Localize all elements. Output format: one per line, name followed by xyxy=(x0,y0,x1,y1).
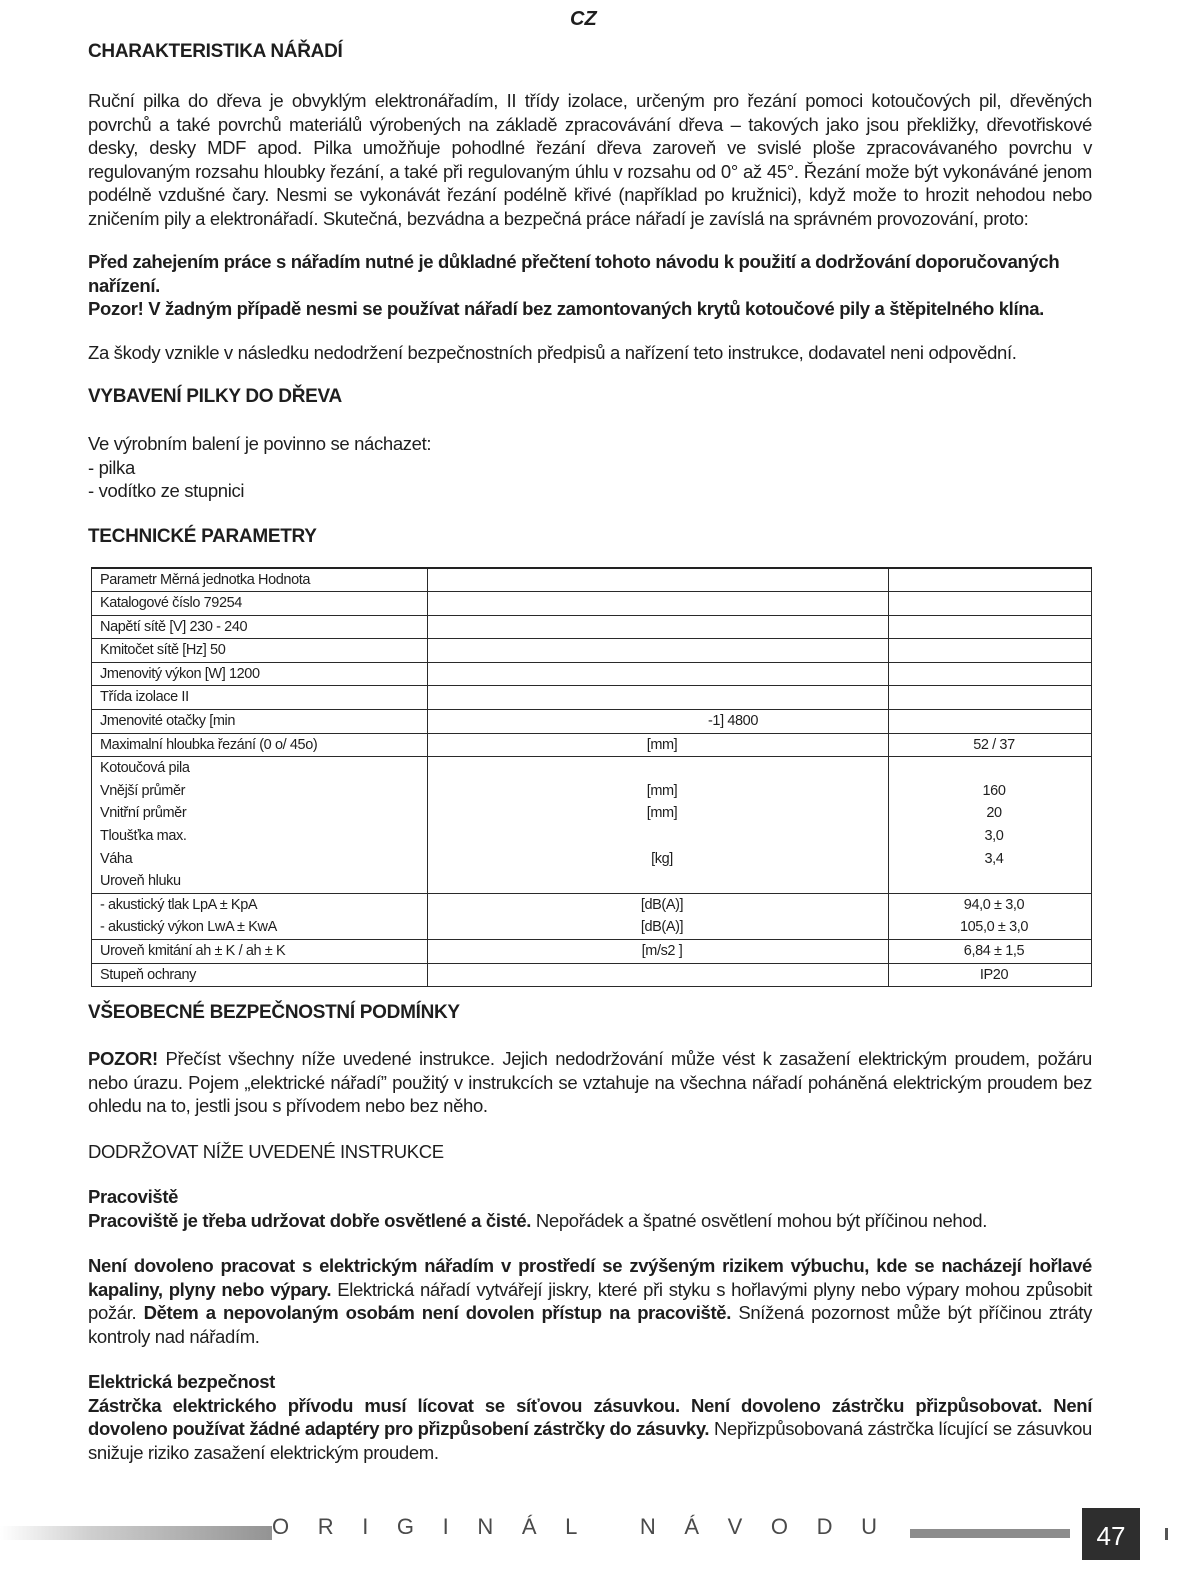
table-cell: 20 xyxy=(889,802,1092,825)
table-cell xyxy=(889,662,1092,686)
table-row xyxy=(92,733,1092,757)
table-cell: [mm] xyxy=(428,802,889,825)
safety-paragraph xyxy=(88,1047,1092,1118)
warning-read-manual: Před zahejením práce s nářadím nutné je důkladné přečtení tohoto návodu k použití a dodržování doporučovaných nařízení. xyxy=(88,251,1060,296)
table-cell xyxy=(428,757,889,780)
workplace-text-2: Elektrická nářadí vytvářejí jiskry, které při styku s hořlavými plyny nebo výpary mohou způsobit požár. xyxy=(88,1278,1092,1324)
workplace-text-1: Nepořádek a špatné osvětlení mohou být příčinou nehod. xyxy=(531,1209,988,1231)
table-cell xyxy=(428,963,889,987)
table-cell: Kmitočet sítě [Hz] 50 xyxy=(92,639,428,663)
footer-tick xyxy=(1165,1528,1168,1540)
section-title-characteristics: CHARAKTERISTIKA NÁŘADÍ xyxy=(88,41,343,62)
table-cell: [dB(A)] xyxy=(428,916,889,939)
table-cell: Katalogové číslo 79254 xyxy=(92,592,428,616)
table-row xyxy=(92,916,1092,939)
table-cell: Maximalní hloubka řezání (0 o/ 45o) xyxy=(92,733,428,757)
table-cell: 3,0 xyxy=(889,825,1092,848)
table-cell xyxy=(428,686,889,710)
table-cell: - akustický výkon LwA ± KwA xyxy=(92,916,428,939)
table-row xyxy=(92,639,1092,663)
table-cell xyxy=(428,870,889,893)
table-cell xyxy=(889,592,1092,616)
pozor-label: POZOR! xyxy=(88,1048,158,1070)
table-cell: [dB(A)] xyxy=(428,893,889,916)
table-row xyxy=(92,940,1092,964)
table-row xyxy=(92,893,1092,916)
table-row xyxy=(92,710,1092,734)
table-cell: -1] 4800 xyxy=(428,710,889,734)
characteristics-paragraph: Ruční pilka do dřeva je obvyklým elektronářadím, II třídy izolace, určeným pro řezání pomoci kotoučových pil, dřevěných povrchů a také povrchů materiálů výrobených na základě zpracovávání dřeva – takových jako jsou překližky, dřevotřiskové desky, desky MDF apod. Pilka umožňuje pohodlné řezání dřeva zaroveň ve svislé ploše zpracovávaného povrchu v regulovaným rozsahu hloubky řezání, a také při regulovaným úhlu v rozsahu od 0° až 45°. Řezání može být vykonáváné jenom podélně vzdušné čary. Nesmi se vykonávát řezání podélně křivé (například po kružnici), když može to hrozit nehodou nebo zničením pily a elektronářadí. Skutečná, bezvádna a bezpečná práce nářadí je zavíslá na správném provozování, proto: xyxy=(88,90,1092,229)
table-row xyxy=(92,963,1092,987)
table-cell: Uroveň hluku xyxy=(92,870,428,893)
equipment-intro: Ve výrobním balení je povinno se náchazet: xyxy=(88,433,432,454)
table-cell: [mm] xyxy=(428,780,889,803)
workplace-bold-1: Pracoviště je třeba udržovat dobře osvětlené a čisté. xyxy=(88,1209,532,1231)
table-cell xyxy=(889,568,1092,592)
table-row xyxy=(92,662,1092,686)
table-cell xyxy=(428,639,889,663)
table-row xyxy=(92,780,1092,803)
table-cell: Stupeň ochrany xyxy=(92,963,428,987)
table-cell: Jmenovitý výkon [W] 1200 xyxy=(92,662,428,686)
electrical-bold: Zástrčka elektrického přívodu musí lícovat se síťovou zásuvkou. Není dovoleno zástrčku přizpůsobovat. Není dovoleno používat žádné adaptéry pro přizpůsobení zástrčky do zásuvky. xyxy=(88,1394,1092,1440)
table-row xyxy=(92,848,1092,871)
table-row xyxy=(92,568,1092,592)
table-cell: [m/s2 ] xyxy=(428,940,889,964)
table-row xyxy=(92,870,1092,893)
electrical-title: Elektrická bezpečnost xyxy=(88,1371,275,1393)
table-cell: Parametr Měrná jednotka Hodnota xyxy=(92,568,428,592)
equipment-list xyxy=(88,456,1092,503)
workplace-bold-2: Není dovoleno pracovat s elektrickým nářadím v prostředí se zvýšeným rizikem výbuchu, kde se nacházejí hořlavé kapaliny, plyny nebo výpary. xyxy=(88,1255,1092,1300)
table-row xyxy=(92,592,1092,616)
table-cell: Kotoučová pila xyxy=(92,757,428,780)
table-cell: 105,0 ± 3,0 xyxy=(889,916,1092,939)
table-cell xyxy=(428,592,889,616)
table-cell: Vnější průměr xyxy=(92,780,428,803)
table-cell: Váha xyxy=(92,848,428,871)
table-cell: Tloušťka max. xyxy=(92,825,428,848)
table-row xyxy=(92,757,1092,780)
table-row xyxy=(92,615,1092,639)
table-cell xyxy=(889,686,1092,710)
table-cell: 6,84 ± 1,5 xyxy=(889,940,1092,964)
table-cell: Vnitřní průměr xyxy=(92,802,428,825)
warning-guards: Pozor! V žadným případě nesmi se používat nářadí bez zamontovaných krytů kotoučové pily a štěpitelného klína. xyxy=(88,298,1044,319)
table-cell: 94,0 ± 3,0 xyxy=(889,893,1092,916)
page-content xyxy=(88,40,1092,1464)
table-cell xyxy=(428,615,889,639)
safety-text: Přečíst všechny níže uvedené instrukce. Jejich nedodržování může vést k zasažení elektrickým proudem, požáru nebo úrazu. Pojem „elektrické nářadí” použitý v instrukcích se vztahuje na všechna nářadí poháněná elektrickým proudem bez ohledu na to, jestli jsou s přívodem nebo bez něho. xyxy=(88,1048,1092,1117)
workplace-paragraph-1 xyxy=(88,1209,1092,1233)
table-cell xyxy=(889,639,1092,663)
workplace-bold-3: Dětem a nepovolaným osobám není dovolen přístup na pracoviště. xyxy=(143,1302,732,1324)
table-cell xyxy=(889,710,1092,734)
table-cell xyxy=(428,568,889,592)
section-title-equipment: VYBAVENÍ PILKY DO DŘEVA xyxy=(88,386,342,407)
table-cell xyxy=(428,825,889,848)
liability-paragraph: Za škody vznikle v následku nedodržení bezpečnostních předpisů a nařízení teto instrukce, dodavatel neni odpovědní. xyxy=(88,341,1017,363)
electrical-paragraph xyxy=(88,1394,1092,1465)
table-row xyxy=(92,686,1092,710)
language-code: CZ xyxy=(570,8,597,30)
technical-parameters-table xyxy=(91,567,1092,988)
table-cell: 52 / 37 xyxy=(889,733,1092,757)
table-cell xyxy=(428,662,889,686)
table-row xyxy=(92,802,1092,825)
table-cell xyxy=(889,870,1092,893)
workplace-text-3: Snížená pozornost může být příčinou ztráty kontroly nad nářadím. xyxy=(88,1302,1092,1347)
footer-gradient xyxy=(0,1526,300,1540)
electrical-text: Nepřizpůsobovaná zástrčka lícující se zásuvkou snižuje riziko zasažení elektrickým proudem. xyxy=(88,1418,1092,1463)
table-cell: [kg] xyxy=(428,848,889,871)
table-cell: Uroveň kmitání ah ± K / ah ± K xyxy=(92,940,428,964)
table-cell: [mm] xyxy=(428,733,889,757)
table-cell: Jmenovité otačky [min xyxy=(92,710,428,734)
table-row xyxy=(92,825,1092,848)
table-cell: Třída izolace II xyxy=(92,686,428,710)
table-cell: IP20 xyxy=(889,963,1092,987)
table-cell xyxy=(889,615,1092,639)
section-title-safety: VŠEOBECNÉ BEZPEČNOSTNÍ PODMÍNKY xyxy=(88,1002,460,1024)
footer-title: ORIGINÁL NÁVODU xyxy=(272,1514,910,1540)
page-number: 47 xyxy=(1082,1508,1140,1560)
list-item: - pilka xyxy=(88,456,135,478)
workplace-title: Pracoviště xyxy=(88,1186,179,1208)
table-cell: 3,4 xyxy=(889,848,1092,871)
section-title-technical: TECHNICKÉ PARAMETRY xyxy=(88,525,317,547)
workplace-paragraph-2 xyxy=(88,1254,1092,1348)
table-cell: Napětí sítě [V] 230 - 240 xyxy=(92,615,428,639)
table-cell: - akustický tlak LpA ± KpA xyxy=(92,893,428,916)
table-cell xyxy=(889,757,1092,780)
list-item: - vodítko ze stupnici xyxy=(88,480,245,501)
table-cell: 160 xyxy=(889,780,1092,803)
instructions-heading: DODRŽOVAT NÍŽE UVEDENÉ INSTRUKCE xyxy=(88,1140,444,1162)
